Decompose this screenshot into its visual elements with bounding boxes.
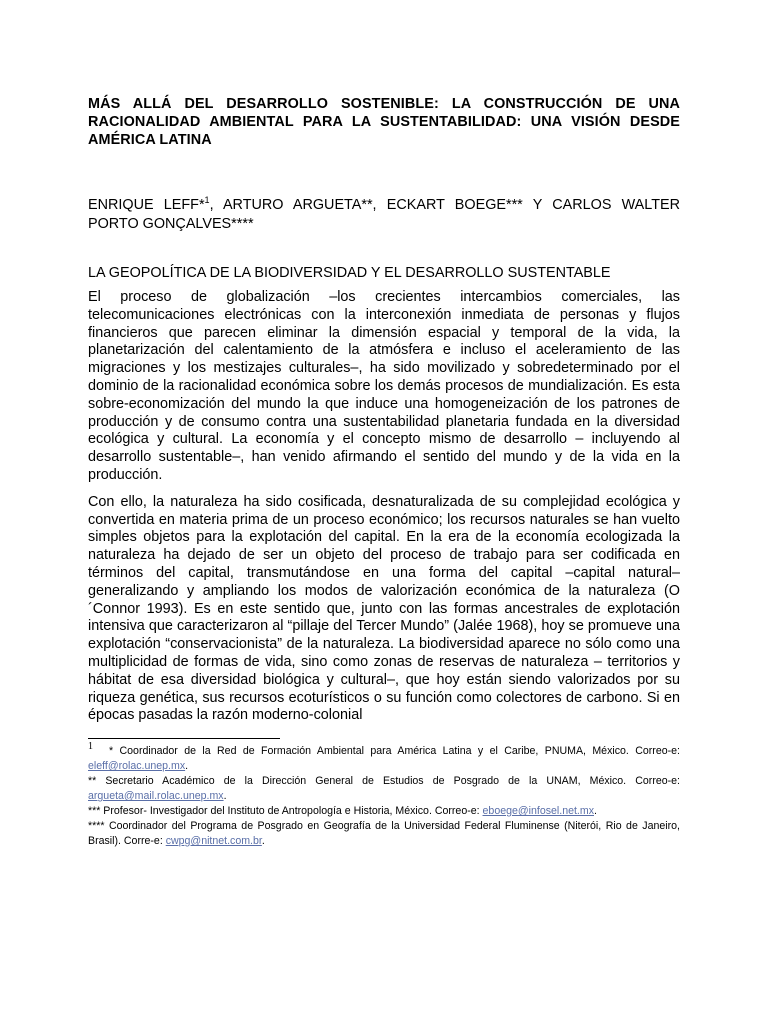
footnote — [88, 741, 680, 774]
footnote-text: * Coordinador de la Red de Formación Ambiental para América Latina y el Caribe, PNUMA, México. Correo-e: — [109, 745, 680, 757]
footnote-end: . — [223, 790, 227, 802]
footnote-text: *** Profesor- Investigador del Instituto de Antropología e Historia, México. Correo-e: — [88, 805, 483, 817]
paragraph: Con ello, la naturaleza ha sido cosificada, desnaturalizada de su complejidad ecológica y convertida en materia prima de un proceso económico; los recursos naturales se han vuelto simples objetos para la explotación del capital. En la era de la economía ecologizada la naturaleza ha dejado de ser un objeto del proceso de trabajo para ser codificada en términos del capital, transmutándose en una forma del capital –capital natural– generalizando y ampliando los modos de valorización económica de la naturaleza (O´Connor 1993). Es en este sentido que, junto con las formas ancestrales de explotación intensiva que caracterizaron al “pillaje del Tercer Mundo” (Jalée 1968), hoy se promueve una explotación “conservacionista” de la naturaleza. La biodiversidad aparece no sólo como una multiplicidad de formas de vida, sino como zonas de reservas de naturaleza – territorios y hábitat de esa diversidad biológica y cultural–, que hoy están siendo valorizados por su riqueza genética, sus recursos ecoturísticos o su función como colectores de carbono. Si en épocas pasadas la razón moderno-colonial — [88, 493, 680, 724]
footnote-text: ** Secretario Académico de la Dirección General de Estudios de Posgrado de la UNAM, México. Correo-e: — [88, 775, 680, 787]
footnote-divider — [88, 738, 280, 739]
footnote-end: . — [594, 805, 597, 817]
footnote — [88, 819, 680, 849]
author-rest: , ARTURO ARGUETA**, ECKART BOEGE*** Y CARLOS WALTER PORTO GONÇALVES**** — [88, 197, 680, 232]
email-link[interactable]: eboege@infosel.net.mx — [482, 805, 594, 817]
email-link[interactable]: eleff@rolac.unep.mx — [88, 760, 186, 772]
paragraph: El proceso de globalización –los crecientes intercambios comerciales, las telecomunicaciones electrónicas con la interconexión inmediata de personas y flujos financieros que parecen eliminar la dimensión espacial y temporal de la vida, la planetarización del calentamiento de la atmósfera e incluso el aceleramiento de las migraciones y los mestizajes culturales–, ha sido movilizado y sobredeterminado por el dominio de la racionalidad económica sobre los demás procesos de mundialización. Es esta sobre-economización del mundo la que induce una homogeneización de los patrones de producción y de consumo contra una sustentabilidad planetaria fundada en la diversidad ecológica y cultural. La economía y el concepto mismo de desarrollo – incluyendo al desarrollo sustentable–, han venido afirmando el sentido del mundo y de la vida en la producción. — [88, 289, 680, 483]
footnote-end: . — [185, 760, 189, 772]
footnote-mark: 1 — [88, 741, 93, 753]
email-link[interactable]: argueta@mail.rolac.unep.mx — [88, 790, 224, 802]
footnote-text: **** Coordinador del Programa de Posgrado en Geografía de la Universidad Federal Fluminense (Niterói, Rio de Janeiro, Brasil). Corre-e: — [88, 820, 680, 847]
author-list — [88, 196, 680, 234]
email-link[interactable]: cwpg@nitnet.com.br — [165, 835, 262, 847]
footnotes — [88, 741, 680, 849]
footnote-end: . — [261, 835, 265, 847]
document-title: MÁS ALLÁ DEL DESARROLLO SOSTENIBLE: LA CONSTRUCCIÓN DE UNA RACIONALIDAD AMBIENTAL PARA LA SUSTENTABILIDAD: UNA VISIÓN DESDE AMÉRICA LATINA — [88, 96, 680, 148]
author-first: ENRIQUE LEFF* — [88, 197, 205, 213]
body-text — [88, 289, 680, 734]
footnote — [88, 774, 680, 804]
footnote — [88, 804, 680, 819]
section-heading: LA GEOPOLÍTICA DE LA BIODIVERSIDAD Y EL DESARROLLO SUSTENTABLE — [88, 265, 611, 281]
footnote-ref[interactable]: 1 — [204, 195, 210, 206]
